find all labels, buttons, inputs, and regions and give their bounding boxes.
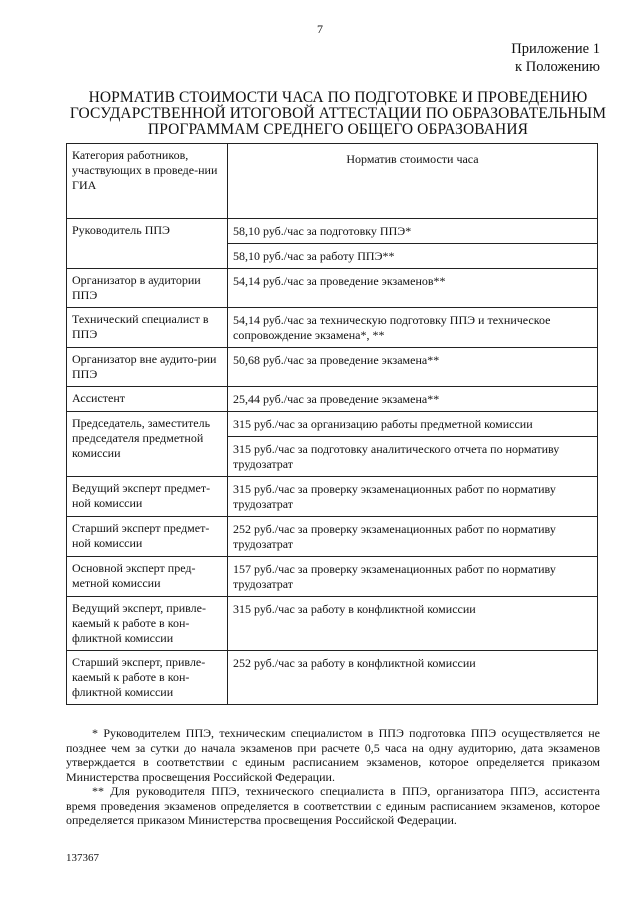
rate-cell: 315 руб./час за подготовку аналитического отчета по нормативу трудозатрат	[228, 437, 598, 477]
category-cell: Ведущий эксперт, привле-каемый к работе в кон-фликтной комиссии	[67, 597, 228, 651]
footnotes	[66, 726, 600, 828]
footnote-1: * Руководителем ППЭ, техническим специалистом в ППЭ подготовка ППЭ осуществляется не позднее чем за сутки до начала экзаменов при расчете 0,5 часа на одну аудиторию, дата экзаменов утверждается в соответствии с единым расписанием экзаменов, которое определяется приказом Министерства просвещения Российской Федерации.	[66, 726, 600, 784]
category-cell: Технический специалист в ППЭ	[67, 308, 228, 348]
page-number: 7	[317, 22, 323, 36]
category-cell: Ассистент	[67, 387, 228, 412]
table-header-row	[67, 144, 598, 219]
rate-cell: 252 руб./час за проверку экзаменационных работ по нормативу трудозатрат	[228, 517, 598, 557]
category-cell: Основной эксперт пред-метной комиссии	[67, 557, 228, 597]
document-code: 137367	[66, 852, 99, 864]
table-row	[67, 348, 598, 387]
category-cell: Организатор вне аудито-рии ППЭ	[67, 348, 228, 387]
footnote-2: ** Для руководителя ППЭ, технического специалиста в ППЭ, организатора ППЭ, ассистента время проведения экзаменов определяется в соответствии с единым расписанием экзаменов, которое определяется приказом Министерства просвещения Российской Федерации.	[66, 784, 600, 827]
header-rate: Норматив стоимости часа	[228, 144, 598, 219]
category-cell: Старший эксперт, привле-каемый к работе в кон-фликтной комиссии	[67, 651, 228, 705]
rate-cell: 315 руб./час за работу в конфликтной комиссии	[228, 597, 598, 651]
rate-cell: 58,10 руб./час за работу ППЭ**	[228, 244, 598, 269]
appendix-label	[511, 40, 600, 76]
appendix-line-2: к Положению	[515, 59, 600, 75]
table-row	[67, 269, 598, 308]
table-row	[67, 308, 598, 348]
title-line-1: НОРМАТИВ СТОИМОСТИ ЧАСА ПО ПОДГОТОВКЕ И ПРОВЕДЕНИЮ	[88, 89, 588, 106]
table-row	[67, 517, 598, 557]
rate-cell: 58,10 руб./час за подготовку ППЭ*	[228, 219, 598, 244]
rate-cell: 50,68 руб./час за проведение экзамена**	[228, 348, 598, 387]
table-row	[67, 651, 598, 705]
rate-cell: 54,14 руб./час за проведение экзаменов**	[228, 269, 598, 308]
category-cell: Старший эксперт предмет-ной комиссии	[67, 517, 228, 557]
category-cell: Руководитель ППЭ	[67, 219, 228, 269]
document-title	[58, 90, 618, 138]
table-row	[67, 219, 598, 244]
table-row	[67, 412, 598, 437]
title-line-2: ГОСУДАРСТВЕННОЙ ИТОГОВОЙ АТТЕСТАЦИИ ПО ОБРАЗОВАТЕЛЬНЫМ	[69, 105, 607, 122]
header-category: Категория работников, участвующих в проведе-нии ГИА	[67, 144, 228, 219]
table-row	[67, 477, 598, 517]
table-row	[67, 597, 598, 651]
table-row	[67, 557, 598, 597]
rate-cell: 157 руб./час за проверку экзаменационных работ по нормативу трудозатрат	[228, 557, 598, 597]
category-cell: Председатель, заместитель председателя предметной комиссии	[67, 412, 228, 477]
rates-table	[66, 143, 598, 705]
category-cell: Ведущий эксперт предмет-ной комиссии	[67, 477, 228, 517]
rate-cell: 315 руб./час за организацию работы предметной комиссии	[228, 412, 598, 437]
rate-cell: 54,14 руб./час за техническую подготовку ППЭ и техническое сопровождение экзамена*, **	[228, 308, 598, 348]
rate-cell: 25,44 руб./час за проведение экзамена**	[228, 387, 598, 412]
title-line-3: ПРОГРАММАМ СРЕДНЕГО ОБЩЕГО ОБРАЗОВАНИЯ	[147, 121, 529, 138]
category-cell: Организатор в аудитории ППЭ	[67, 269, 228, 308]
rate-cell: 252 руб./час за работу в конфликтной комиссии	[228, 651, 598, 705]
appendix-line-1: Приложение 1	[511, 41, 600, 57]
rate-cell: 315 руб./час за проверку экзаменационных работ по нормативу трудозатрат	[228, 477, 598, 517]
table-row	[67, 387, 598, 412]
